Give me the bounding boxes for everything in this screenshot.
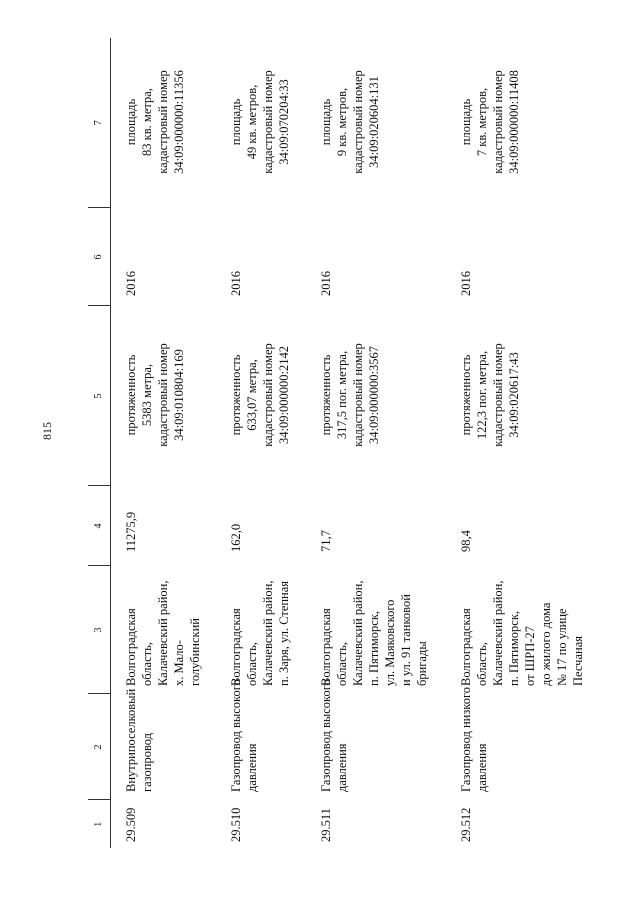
object-area-line: 9 кв. метров, (334, 87, 349, 157)
object-address-line: голубинский (188, 618, 202, 686)
object-address-line: Калачевский район, (350, 580, 365, 686)
object-length-line: протяженность (124, 354, 138, 436)
column-header: 6 (88, 208, 111, 306)
object-name-line: Газопровод высокого (228, 679, 243, 792)
table-row (216, 38, 306, 848)
object-length-line: 34:09:020617:43 (506, 352, 521, 438)
object-address-line: область, (474, 642, 489, 686)
object-address (111, 566, 216, 694)
object-area-line: площадь (458, 98, 473, 146)
object-name-line: давления (334, 743, 349, 792)
object-name (446, 686, 596, 800)
object-name-line: Внутрипоселковый (124, 688, 138, 792)
object-address-line: ул. Маяковского (382, 599, 397, 686)
object-address-line: Волгоградская (228, 608, 243, 686)
object-address-line: п. Заря, ул. Степная (276, 580, 291, 686)
object-name (216, 679, 306, 800)
row-number: 29.511 (318, 808, 333, 842)
column-header: 5 (88, 306, 111, 486)
object-area-line: площадь (228, 98, 243, 146)
object-name-line: Газопровод высокого (318, 679, 333, 792)
object-length-line: 34:09:010804:169 (172, 349, 186, 441)
table-row (306, 38, 446, 848)
object-address-line: Песчаная (570, 635, 585, 686)
object-name (111, 688, 216, 800)
table-row (111, 38, 216, 848)
object-area-line: кадастровый номер (260, 70, 275, 174)
object-area-line: 34:09:070204:33 (276, 79, 291, 165)
row-number: 29.510 (228, 807, 243, 842)
rotated-table-container (88, 38, 585, 848)
object-area-line: площадь (124, 98, 138, 146)
object-address-line: бригады (414, 641, 429, 686)
object-address-line: Волгоградская (458, 608, 473, 686)
object-address (216, 566, 306, 694)
object-area-line: 34:09:000000:11408 (506, 70, 521, 174)
object-name-line: давления (474, 743, 489, 792)
property-table (88, 38, 596, 848)
object-area-line: 34:09:020604:131 (366, 76, 381, 168)
object-year: 2016 (228, 271, 243, 296)
object-address-line: Калачевский район, (490, 580, 505, 686)
object-length-line: 5383 метра, (140, 363, 154, 427)
object-length (446, 306, 596, 486)
row-number: 29.512 (458, 807, 473, 842)
object-area-line: кадастровый номер (156, 70, 170, 174)
object-address-line: область, (334, 642, 349, 686)
table-row (446, 38, 596, 848)
object-length-line: кадастровый номер (260, 343, 275, 447)
object-length-line: 34:09:000000:3567 (366, 346, 381, 444)
object-length-line: протяженность (458, 354, 473, 436)
object-address-line: п. Пятиморск, (506, 610, 521, 686)
table-header (88, 38, 111, 848)
object-area-line: кадастровый номер (350, 70, 365, 174)
object-address-line: п. Пятиморск, (366, 610, 381, 686)
object-address-line: Калачевский район, (156, 580, 170, 686)
object-area-line: 49 кв. метров, (244, 84, 259, 160)
object-area (306, 38, 446, 208)
object-value: 98,4 (458, 530, 473, 552)
object-length-line: 633,07 метра, (244, 359, 259, 431)
object-address-line: Волгоградская (318, 608, 333, 686)
column-header: 4 (88, 486, 111, 566)
object-area (446, 38, 596, 208)
object-length-line: 317,5 пог. метра, (334, 350, 349, 440)
object-address (306, 566, 446, 694)
object-address-line: и ул. 91 танковой (398, 594, 413, 686)
object-name (306, 679, 446, 800)
object-year: 2016 (124, 271, 138, 296)
object-value: 71,7 (318, 530, 333, 552)
object-year: 2016 (318, 271, 333, 296)
object-value: 162,0 (228, 523, 243, 552)
object-name-line: давления (244, 743, 259, 792)
object-address-line: область, (140, 642, 154, 686)
object-area-line: кадастровый номер (490, 70, 505, 174)
object-name-line: Газопровод низкого (458, 686, 473, 792)
object-address-line: область, (244, 642, 259, 686)
object-area-line: 83 кв. метра, (140, 88, 154, 156)
object-length-line: кадастровый номер (350, 343, 365, 447)
object-name-line: газопровод (140, 732, 154, 792)
object-year: 2016 (458, 271, 473, 296)
object-address (446, 566, 596, 694)
object-length-line: протяженность (228, 354, 243, 436)
column-header: 3 (88, 566, 111, 694)
object-area (111, 38, 216, 208)
object-length-line: 122,3 пог. метра, (474, 350, 489, 440)
column-header: 2 (88, 694, 111, 800)
object-length-line: кадастровый номер (490, 343, 505, 447)
table-body (111, 38, 596, 848)
column-header: 7 (88, 38, 111, 208)
object-length-line: 34:09:000000:2142 (276, 346, 291, 444)
object-area-line: 7 кв. метров, (474, 87, 489, 157)
object-length (306, 306, 446, 486)
object-address-line: Волгоградская (124, 608, 138, 686)
object-address-line: х. Мало- (172, 640, 186, 686)
object-length-line: кадастровый номер (156, 343, 170, 447)
row-number: 29.509 (124, 807, 138, 842)
object-length-line: протяженность (318, 354, 333, 436)
page-number: 815 (40, 422, 54, 440)
object-area-line: 34:09:000000:11356 (172, 70, 186, 174)
object-area-line: площадь (318, 98, 333, 146)
object-length (216, 306, 306, 486)
column-header: 1 (88, 800, 111, 848)
object-area (216, 38, 306, 208)
object-address-line: от ШРП-27 (522, 626, 537, 686)
object-address-line: № 17 по улице (554, 608, 569, 686)
object-address-line: Калачевский район, (260, 580, 275, 686)
object-address-line: до жилого дома (538, 602, 553, 686)
object-value: 11275,9 (124, 511, 138, 552)
object-length (111, 306, 216, 486)
